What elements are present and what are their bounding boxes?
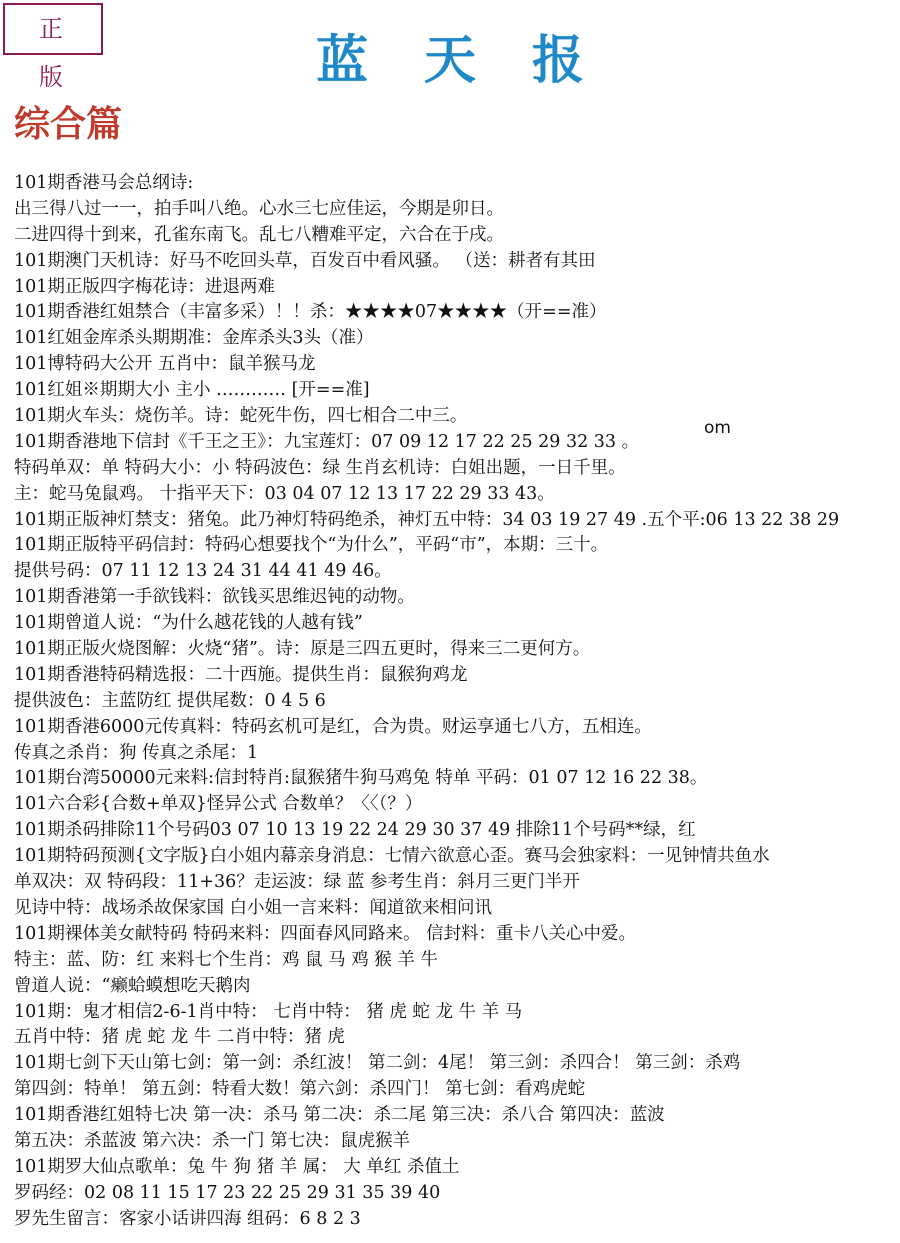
text-line: 见诗中特：战场杀故保家国 白小姐一言来料：闻道欲来相问讯 (14, 897, 493, 918)
text-line: 101期香港红姐禁合（丰富多采）！！杀：★★★★07★★★★（开==准） (14, 302, 607, 323)
text-line: 101期香港地下信封《千王之王》：九宝莲灯：07 09 12 17 22 25 29 32 33 。 (14, 431, 640, 452)
text-line: 曾道人说：“癞蛤蟆想吃天鹅肉 (14, 975, 251, 996)
section-heading: 综合篇 (14, 103, 123, 145)
text-line: 特码单双：单 特码大小：小 特码波色：绿 生肖玄机诗：白姐出题，一日千里。 (14, 457, 626, 478)
text-line: 第四剑：特单！ 第五剑：特看大数！第六剑：杀四门！ 第七剑：看鸡虎蛇 (14, 1079, 586, 1100)
text-line: 提供波色：主蓝防红 提供尾数：0 4 5 6 (14, 690, 326, 711)
text-line: 101期香港马会总纲诗: (14, 173, 194, 193)
stray-text: om (704, 418, 731, 438)
text-line: 101期罗大仙点歌单：兔 牛 狗 猪 羊 属： 大 单红 杀值土 (14, 1156, 460, 1177)
text-line: 101期香港第一手欲钱料：欲钱买思维迟钝的动物。 (14, 587, 415, 608)
text-line: 二进四得十到来，孔雀东南飞。乱七八糟难平定，六合在于戌。 (14, 224, 504, 245)
text-line: 提供号码：07 11 12 13 24 31 44 41 49 46。 (14, 561, 392, 582)
text-line: 罗先生留言：客家小话讲四海 组码：6 8 2 3 (14, 1208, 361, 1229)
text-line: 101期曾道人说：“为什么越花钱的人越有钱” (14, 613, 363, 634)
text-line: 101红姐金库杀头期期准：金库杀头3头（准） (14, 328, 374, 349)
text-line: 101期香港红姐特七决 第一决：杀马 第二决：杀二尾 第三决：杀八合 第四决：蓝波 (14, 1105, 665, 1126)
text-line: 101期正版神灯禁支：猪兔。此乃神灯特码绝杀，神灯五中特：34 03 19 27 49 .五个平:06 13 22 38 29 (14, 509, 840, 530)
text-line: 传真之杀肖：狗 传真之杀尾：1 (14, 742, 259, 763)
page-title: 蓝天报 (315, 30, 640, 91)
edition-badge: 正版 (3, 3, 103, 55)
text-line: 101期裸体美女献特码 特码来料：四面春风同路来。 信封料：重卡八关心中爱。 (14, 923, 637, 944)
text-line: 101期台湾50000元来料:信封特肖:鼠猴猪牛狗马鸡兔 特单 平码：01 07 12 16 22 38。 (14, 768, 708, 789)
text-line: 101期：鬼才相信2-6-1肖中特： 七肖中特： 猪 虎 蛇 龙 牛 羊 马 (14, 1001, 523, 1022)
text-line: 101期正版四字梅花诗：进退两难 (14, 276, 275, 297)
text-line: 101博特码大公开 五肖中：鼠羊猴马龙 (14, 354, 316, 375)
text-line: 101期澳门天机诗：好马不吃回头草，百发百中看风骚。 （送：耕者有其田 (14, 250, 596, 271)
text-line: 101期香港特码精选报：二十西施。提供生肖：鼠猴狗鸡龙 (14, 664, 468, 685)
text-line: 101六合彩{合数+单双}怪异公式 合数单？〈〈（？） (14, 794, 423, 815)
text-line: 101期火车头：烧伤羊。诗：蛇死牛伤，四七相合二中三。 (14, 406, 468, 427)
text-line: 第五决：杀蓝波 第六决：杀一门 第七决：鼠虎猴羊 (14, 1130, 411, 1151)
text-line: 101期香港6000元传真料：特码玄机可是红，合为贵。财运享通七八方，五相连。 (14, 716, 652, 737)
text-line: 101期正版火烧图解：火烧“猪”。诗：原是三四五更时，得来三二更何方。 (14, 639, 591, 660)
text-line: 单双决：双 特码段：11+36？走运波：绿 蓝 参考生肖：斜月三更门半开 (14, 872, 580, 893)
text-line: 主：蛇马兔鼠鸡。 十指平天下：03 04 07 12 13 17 22 29 33 43。 (14, 483, 555, 504)
text-line: 101期正版特平码信封：特码心想要找个“为什么”，平码“市”，本期：三十。 (14, 535, 609, 556)
text-line: 101红姐※期期大小 主小 ………… [开==准] (14, 380, 370, 401)
text-line: 特主：蓝、防：红 来料七个生肖：鸡 鼠 马 鸡 猴 羊 牛 (14, 949, 438, 970)
text-line: 101期杀码排除11个号码03 07 10 13 19 22 24 29 30 37 49 排除11个号码**绿，红 (14, 820, 696, 841)
text-line: 101期七剑下天山第七剑：第一剑：杀红波！ 第二剑：4尾！ 第三剑：杀四合！ 第三剑：杀鸡 (14, 1053, 741, 1074)
text-line: 五肖中特：猪 虎 蛇 龙 牛 二肖中特：猪 虎 (14, 1027, 345, 1048)
text-line: 101期特码预测{文字版}白小姐内幕亲身消息：七情六欲意心歪。赛马会独家料：一见钟情共鱼水 (14, 846, 770, 867)
text-line: 出三得八过一一，拍手叫八绝。心水三七应佳运，今期是卯日。 (14, 198, 504, 219)
article-body (14, 171, 898, 1233)
text-line: 罗码经：02 08 11 15 17 23 22 25 29 31 35 39 40 (14, 1182, 441, 1203)
